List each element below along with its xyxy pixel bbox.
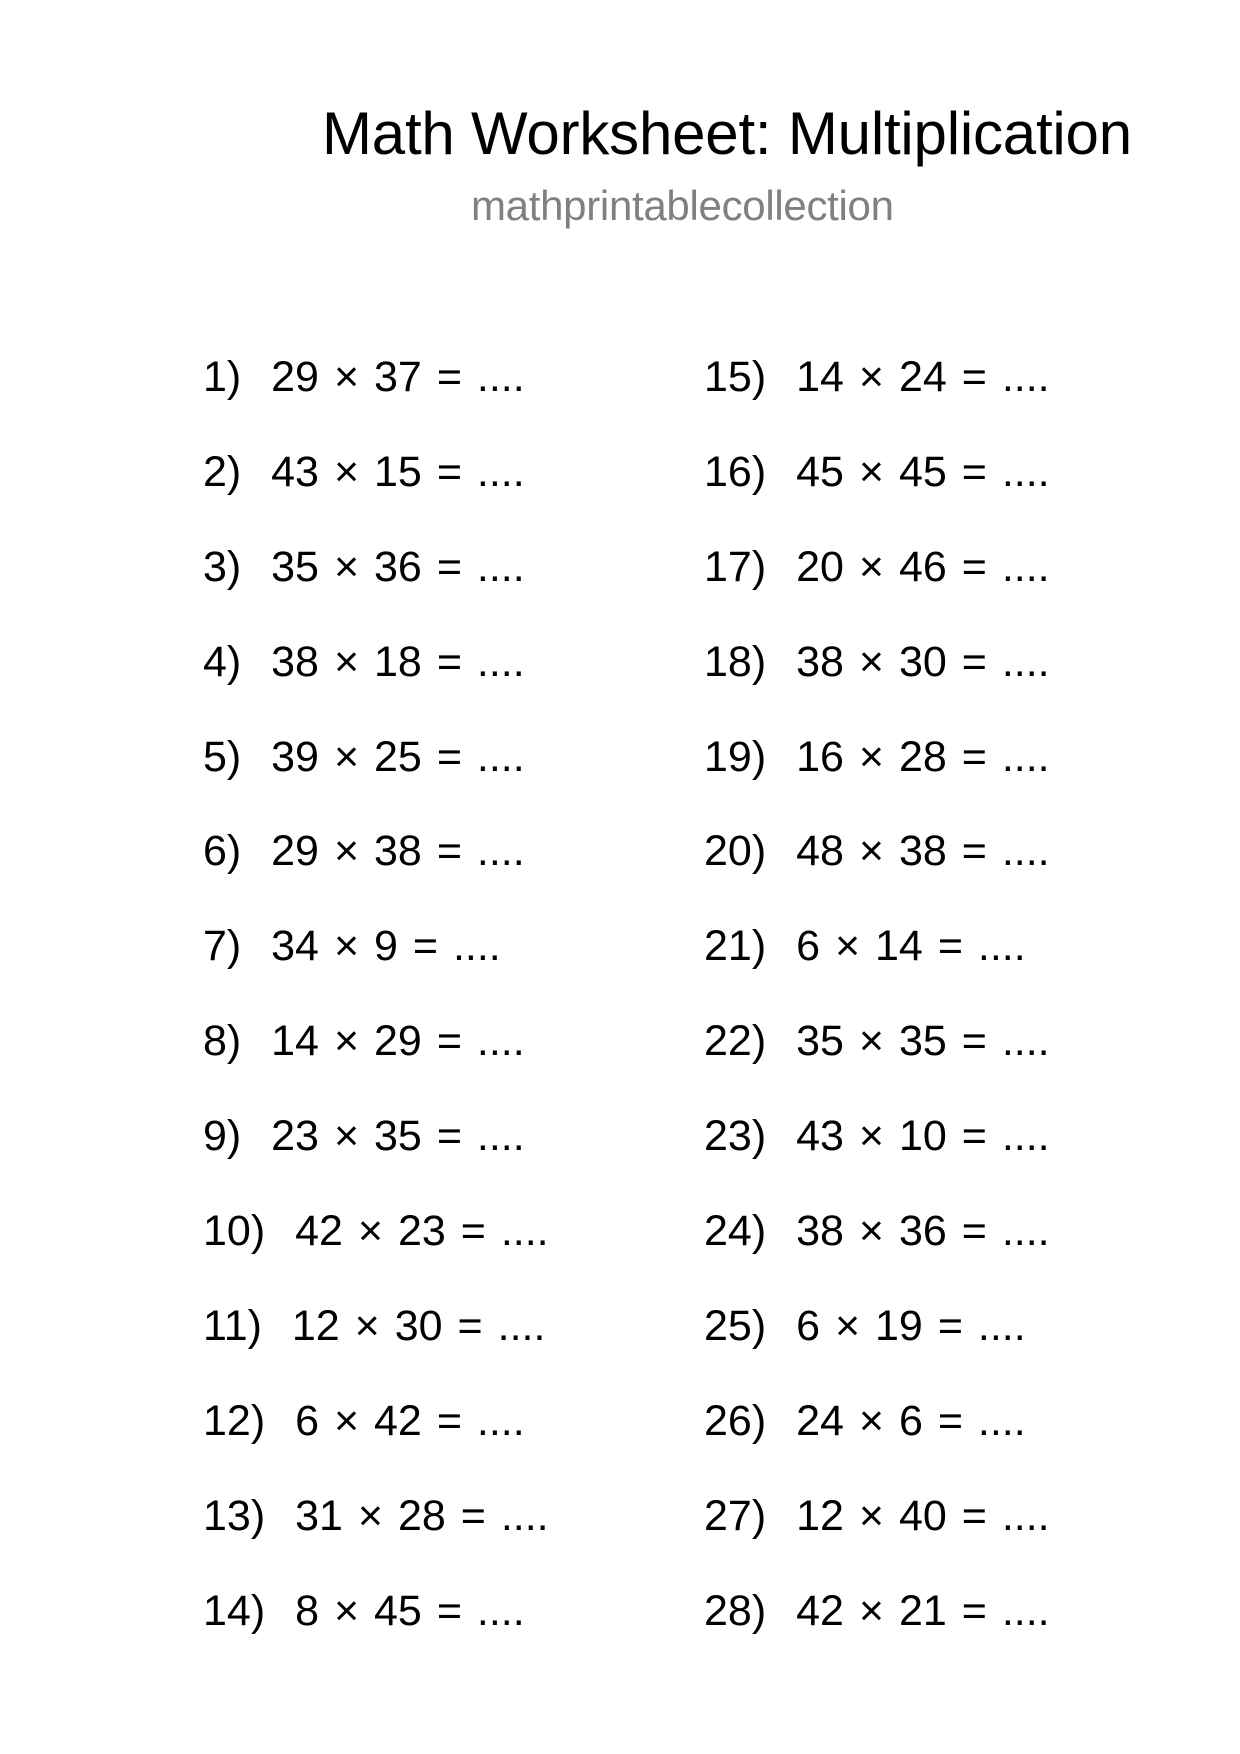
operand-a: 39 xyxy=(271,732,319,781)
operand-a: 14 xyxy=(796,353,844,401)
problem-item xyxy=(704,445,1050,540)
answer-blank: .... xyxy=(476,1396,525,1445)
times-sign: × xyxy=(333,1017,360,1066)
problem-number: 9) xyxy=(203,1112,242,1161)
operand-b: 42 xyxy=(374,1396,422,1445)
worksheet-title: Math Worksheet: Multiplication xyxy=(322,100,1132,167)
answer-blank: .... xyxy=(476,1017,525,1066)
operand-a: 38 xyxy=(796,1207,844,1256)
operand-b: 28 xyxy=(397,1491,446,1540)
problem-number: 14) xyxy=(203,1586,266,1635)
problem-item xyxy=(203,1394,549,1489)
problem-number: 16) xyxy=(704,447,767,496)
equals-sign: = xyxy=(961,1586,987,1635)
equals-sign: = xyxy=(436,1396,462,1445)
problem-number: 19) xyxy=(704,732,767,781)
operand-a: 14 xyxy=(271,1017,319,1066)
problem-number: 26) xyxy=(704,1396,767,1445)
operand-b: 30 xyxy=(394,1301,443,1350)
operand-b: 45 xyxy=(898,447,947,496)
answer-blank: .... xyxy=(476,732,525,781)
operand-b: 36 xyxy=(374,542,422,591)
operand-a: 12 xyxy=(291,1301,340,1350)
answer-blank: .... xyxy=(476,1112,525,1161)
operand-b: 24 xyxy=(898,353,947,401)
times-sign: × xyxy=(834,1301,861,1350)
problem-number: 4) xyxy=(203,637,242,686)
problem-item xyxy=(203,1109,549,1204)
equals-sign: = xyxy=(436,447,462,496)
problem-number: 23) xyxy=(704,1112,767,1161)
times-sign: × xyxy=(333,353,360,401)
operand-a: 31 xyxy=(295,1491,343,1540)
operand-b: 38 xyxy=(374,827,422,876)
operand-b: 25 xyxy=(374,732,422,781)
problem-item xyxy=(203,1014,549,1109)
times-sign: × xyxy=(333,637,360,686)
problem-number: 13) xyxy=(203,1491,266,1540)
problem-item xyxy=(704,824,1050,919)
operand-a: 45 xyxy=(796,447,844,496)
operand-a: 20 xyxy=(796,542,844,591)
problems-column-right xyxy=(704,350,1050,1678)
times-sign: × xyxy=(333,1396,360,1445)
answer-blank: .... xyxy=(500,1491,549,1540)
problem-number: 3) xyxy=(203,542,242,591)
problem-number: 25) xyxy=(704,1301,767,1350)
operand-b: 45 xyxy=(374,1586,422,1635)
equals-sign: = xyxy=(436,1017,462,1066)
times-sign: × xyxy=(858,827,884,876)
problem-item xyxy=(704,1014,1050,1109)
times-sign: × xyxy=(858,637,884,686)
times-sign: × xyxy=(858,1112,884,1161)
problem-item xyxy=(203,1299,549,1394)
problem-number: 5) xyxy=(203,732,242,781)
problem-item xyxy=(203,540,549,635)
operand-a: 29 xyxy=(271,353,319,401)
answer-blank: .... xyxy=(1001,542,1050,591)
problem-item xyxy=(203,824,549,919)
times-sign: × xyxy=(858,1017,884,1066)
operand-b: 38 xyxy=(898,827,947,876)
equals-sign: = xyxy=(961,353,987,401)
times-sign: × xyxy=(333,542,360,591)
problem-number: 8) xyxy=(203,1017,242,1066)
answer-blank: .... xyxy=(1001,732,1050,781)
answer-blank: .... xyxy=(476,827,525,876)
problem-item xyxy=(704,350,1050,445)
operand-b: 29 xyxy=(374,1017,422,1066)
operand-a: 12 xyxy=(796,1491,844,1540)
problem-number: 18) xyxy=(704,637,767,686)
operand-b: 9 xyxy=(374,922,398,971)
problem-item xyxy=(203,635,549,730)
answer-blank: .... xyxy=(476,353,525,401)
answer-blank: .... xyxy=(1001,447,1050,496)
operand-a: 6 xyxy=(796,1301,820,1350)
operand-b: 36 xyxy=(898,1207,947,1256)
equals-sign: = xyxy=(961,1112,987,1161)
equals-sign: = xyxy=(457,1301,483,1350)
operand-a: 29 xyxy=(271,827,319,876)
equals-sign: = xyxy=(961,732,987,781)
problem-item xyxy=(704,1204,1050,1299)
operand-a: 43 xyxy=(271,447,319,496)
times-sign: × xyxy=(858,542,884,591)
equals-sign: = xyxy=(937,922,963,971)
answer-blank: .... xyxy=(500,1207,549,1256)
problem-item xyxy=(704,1489,1050,1584)
equals-sign: = xyxy=(436,827,462,876)
operand-a: 6 xyxy=(796,922,820,971)
equals-sign: = xyxy=(961,1491,987,1540)
operand-b: 19 xyxy=(875,1301,923,1350)
times-sign: × xyxy=(333,827,360,876)
problem-item xyxy=(203,1584,549,1679)
problem-item xyxy=(203,730,549,825)
answer-blank: .... xyxy=(452,922,501,971)
answer-blank: .... xyxy=(977,922,1026,971)
problems-column-left xyxy=(203,350,549,1678)
equals-sign: = xyxy=(961,827,987,876)
problem-number: 17) xyxy=(704,542,767,591)
operand-a: 42 xyxy=(295,1207,343,1256)
operand-b: 15 xyxy=(374,447,422,496)
operand-b: 6 xyxy=(898,1396,923,1445)
answer-blank: .... xyxy=(977,1301,1026,1350)
operand-a: 35 xyxy=(271,542,319,591)
operand-b: 18 xyxy=(374,637,422,686)
answer-blank: .... xyxy=(476,1586,525,1635)
answer-blank: .... xyxy=(476,542,525,591)
answer-blank: .... xyxy=(1001,637,1050,686)
equals-sign: = xyxy=(961,1207,987,1256)
times-sign: × xyxy=(333,1112,360,1161)
problem-item xyxy=(704,730,1050,825)
answer-blank: .... xyxy=(476,447,525,496)
operand-a: 16 xyxy=(796,732,844,781)
operand-a: 48 xyxy=(796,827,844,876)
times-sign: × xyxy=(858,447,884,496)
operand-a: 38 xyxy=(796,637,844,686)
answer-blank: .... xyxy=(977,1396,1026,1445)
times-sign: × xyxy=(333,922,360,971)
problem-item xyxy=(203,1489,549,1584)
worksheet-source: mathprintablecollection xyxy=(471,182,894,229)
problem-number: 21) xyxy=(704,922,767,971)
equals-sign: = xyxy=(961,542,987,591)
times-sign: × xyxy=(333,1586,360,1635)
problem-number: 2) xyxy=(203,447,242,496)
equals-sign: = xyxy=(460,1207,486,1256)
problem-item xyxy=(704,1584,1050,1679)
answer-blank: .... xyxy=(1001,353,1050,401)
problem-item xyxy=(203,445,549,540)
answer-blank: .... xyxy=(1001,1491,1050,1540)
answer-blank: .... xyxy=(1001,1207,1050,1256)
operand-a: 24 xyxy=(796,1396,844,1445)
times-sign: × xyxy=(858,353,884,401)
operand-b: 40 xyxy=(898,1491,947,1540)
times-sign: × xyxy=(333,447,360,496)
operand-a: 23 xyxy=(271,1112,319,1161)
problem-number: 1) xyxy=(203,353,242,401)
times-sign: × xyxy=(354,1301,380,1350)
problem-number: 6) xyxy=(203,827,242,876)
equals-sign: = xyxy=(436,353,462,401)
times-sign: × xyxy=(858,732,884,781)
equals-sign: = xyxy=(460,1491,486,1540)
operand-b: 30 xyxy=(898,637,947,686)
times-sign: × xyxy=(858,1491,884,1540)
times-sign: × xyxy=(858,1586,884,1635)
answer-blank: .... xyxy=(497,1301,546,1350)
problem-number: 28) xyxy=(704,1586,767,1635)
times-sign: × xyxy=(858,1396,884,1445)
equals-sign: = xyxy=(436,542,462,591)
operand-b: 37 xyxy=(374,353,422,401)
problem-item xyxy=(203,919,549,1014)
operand-a: 35 xyxy=(796,1017,844,1066)
answer-blank: .... xyxy=(1001,827,1050,876)
problem-number: 7) xyxy=(203,922,242,971)
equals-sign: = xyxy=(961,447,987,496)
equals-sign: = xyxy=(412,922,439,971)
problem-number: 24) xyxy=(704,1207,767,1256)
times-sign: × xyxy=(357,1207,383,1256)
answer-blank: .... xyxy=(476,637,525,686)
equals-sign: = xyxy=(937,1301,963,1350)
times-sign: × xyxy=(834,922,861,971)
problem-item xyxy=(704,1394,1050,1489)
operand-a: 38 xyxy=(271,637,319,686)
operand-a: 6 xyxy=(295,1396,319,1445)
problem-number: 11) xyxy=(203,1301,262,1350)
problem-item xyxy=(203,1204,549,1299)
problem-item xyxy=(704,919,1050,1014)
equals-sign: = xyxy=(436,1586,462,1635)
problem-number: 22) xyxy=(704,1017,767,1066)
problem-number: 10) xyxy=(203,1207,266,1256)
operand-b: 28 xyxy=(898,732,947,781)
problem-item xyxy=(203,350,549,445)
problem-item xyxy=(704,1109,1050,1204)
operand-a: 43 xyxy=(796,1112,844,1161)
equals-sign: = xyxy=(961,637,987,686)
operand-b: 23 xyxy=(397,1207,446,1256)
operand-b: 46 xyxy=(898,542,947,591)
operand-b: 35 xyxy=(898,1017,947,1066)
problem-item xyxy=(704,540,1050,635)
times-sign: × xyxy=(333,732,360,781)
operand-a: 42 xyxy=(796,1586,844,1635)
operand-a: 34 xyxy=(271,922,319,971)
operand-a: 8 xyxy=(295,1586,319,1635)
operand-b: 10 xyxy=(898,1112,947,1161)
answer-blank: .... xyxy=(1001,1586,1050,1635)
operand-b: 21 xyxy=(898,1586,947,1635)
problem-item xyxy=(704,1299,1050,1394)
problem-number: 27) xyxy=(704,1491,767,1540)
answer-blank: .... xyxy=(1001,1112,1050,1161)
operand-b: 14 xyxy=(875,922,923,971)
equals-sign: = xyxy=(937,1396,963,1445)
equals-sign: = xyxy=(961,1017,987,1066)
problem-number: 20) xyxy=(704,827,767,876)
problem-item xyxy=(704,635,1050,730)
times-sign: × xyxy=(858,1207,884,1256)
problem-number: 12) xyxy=(203,1396,266,1445)
equals-sign: = xyxy=(436,732,462,781)
answer-blank: .... xyxy=(1001,1017,1050,1066)
problem-number: 15) xyxy=(704,353,767,401)
times-sign: × xyxy=(357,1491,383,1540)
equals-sign: = xyxy=(436,637,462,686)
equals-sign: = xyxy=(436,1112,462,1161)
operand-b: 35 xyxy=(374,1112,422,1161)
